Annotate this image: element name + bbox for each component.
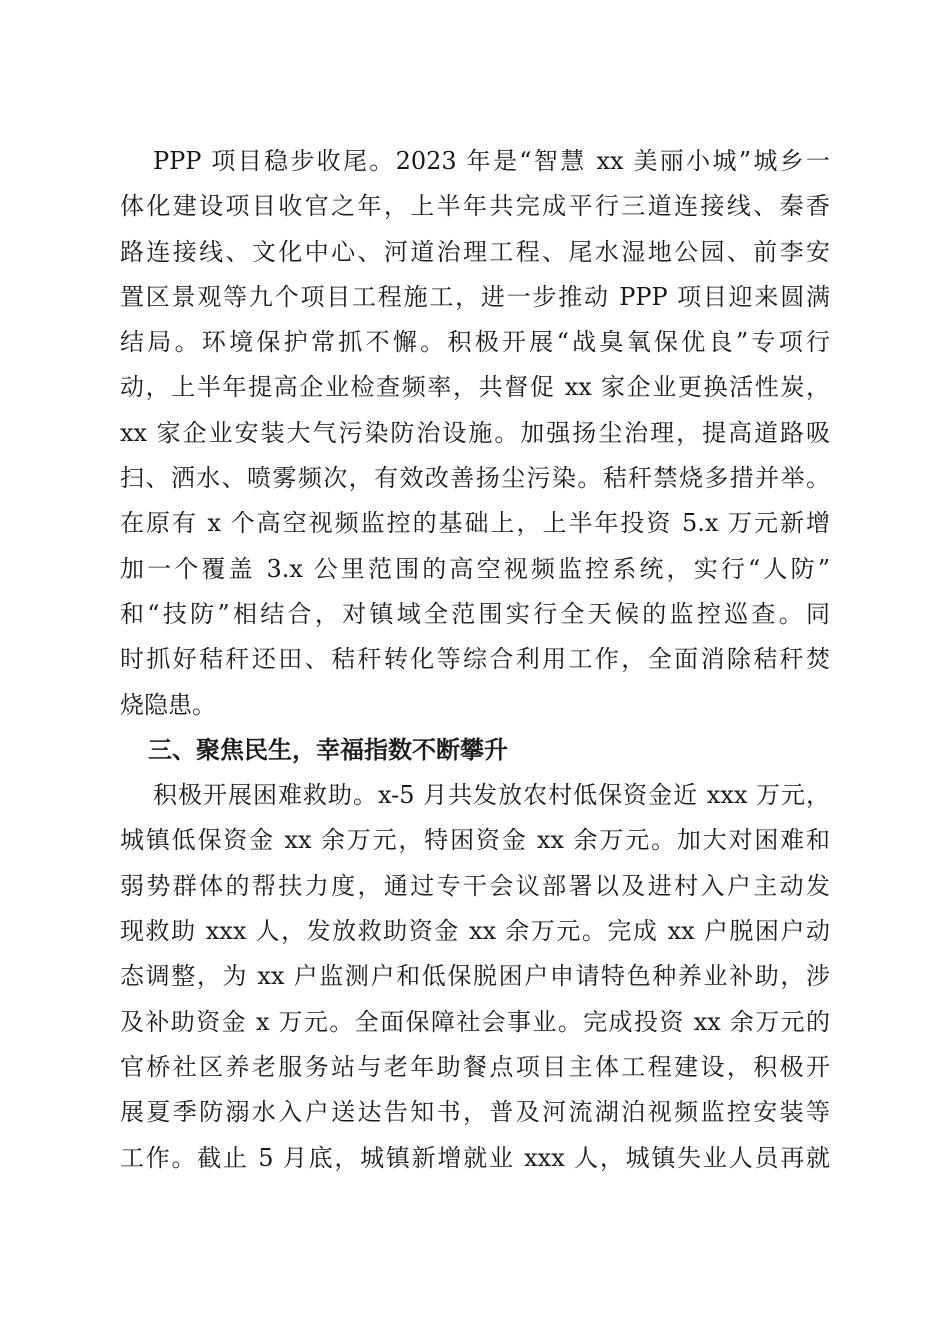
paragraph-line: 置区景观等九个项目工程施工，进一步推动 PPP 项目迎来圆满 (120, 282, 830, 311)
paragraph-line: 展夏季防溺水入户送达告知书，普及河流湖泊视频监控安装等 (120, 1098, 830, 1127)
paragraph-line: 路连接线、文化中心、河道治理工程、尾水湿地公园、前李安 (120, 237, 830, 266)
paragraph-line: 工作。截止 5 月底，城镇新增就业 xxx 人，城镇失业人员再就 (120, 1143, 830, 1172)
paragraph-line: 城镇低保资金 xx 余万元，特困资金 xx 余万元。加大对困难和 (120, 826, 830, 855)
paragraph-line: 结局。环境保护常抓不懈。积极开展“战臭氧保优良”专项行 (120, 328, 830, 357)
paragraph-line: 在原有 x 个高空视频监控的基础上，上半年投资 5.x 万元新增 (120, 509, 830, 538)
document-body (120, 139, 830, 1181)
paragraph-line: 现救助 xxx 人，发放救助资金 xx 余万元。完成 xx 户脱困户动 (120, 917, 830, 946)
paragraph-line: 时抓好秸秆还田、秸秆转化等综合利用工作，全面消除秸秆焚 (120, 645, 830, 674)
paragraph-line: 积极开展困难救助。x-5 月共发放农村低保资金近 xxx 万元， (153, 781, 830, 810)
paragraph-line: 和“技防”相结合，对镇域全范围实行全天候的监控巡查。同 (120, 599, 830, 628)
paragraph-line: 加一个覆盖 3.x 公里范围的高空视频监控系统，实行“人防” (120, 554, 830, 583)
paragraph-line: 弱势群体的帮扶力度，通过专干会议部署以及进村入户主动发 (120, 871, 830, 900)
paragraph-line: 及补助资金 x 万元。全面保障社会事业。完成投资 xx 余万元的 (120, 1007, 830, 1036)
paragraph-line: 体化建设项目收官之年，上半年共完成平行三道连接线、秦香 (120, 192, 830, 221)
paragraph-line: xx 家企业安装大气污染防治设施。加强扬尘治理，提高道路吸 (120, 418, 830, 447)
paragraph-line: 态调整，为 xx 户监测户和低保脱困户申请特色种养业补助，涉 (120, 962, 830, 991)
section-heading: 三、聚焦民生，幸福指数不断攀升 (148, 735, 508, 764)
paragraph-line: PPP 项目稳步收尾。2023 年是“智慧 xx 美丽小城”城乡一 (153, 147, 830, 175)
paragraph-line: 官桥社区养老服务站与老年助餐点项目主体工程建设，积极开 (120, 1052, 830, 1081)
paragraph-line: 烧隐患。 (120, 690, 216, 719)
paragraph-line: 动，上半年提高企业检查频率，共督促 xx 家企业更换活性炭， (120, 373, 830, 402)
paragraph-line: 扫、洒水、喷雾频次，有效改善扬尘污染。秸秆禁烧多措并举。 (120, 464, 830, 493)
